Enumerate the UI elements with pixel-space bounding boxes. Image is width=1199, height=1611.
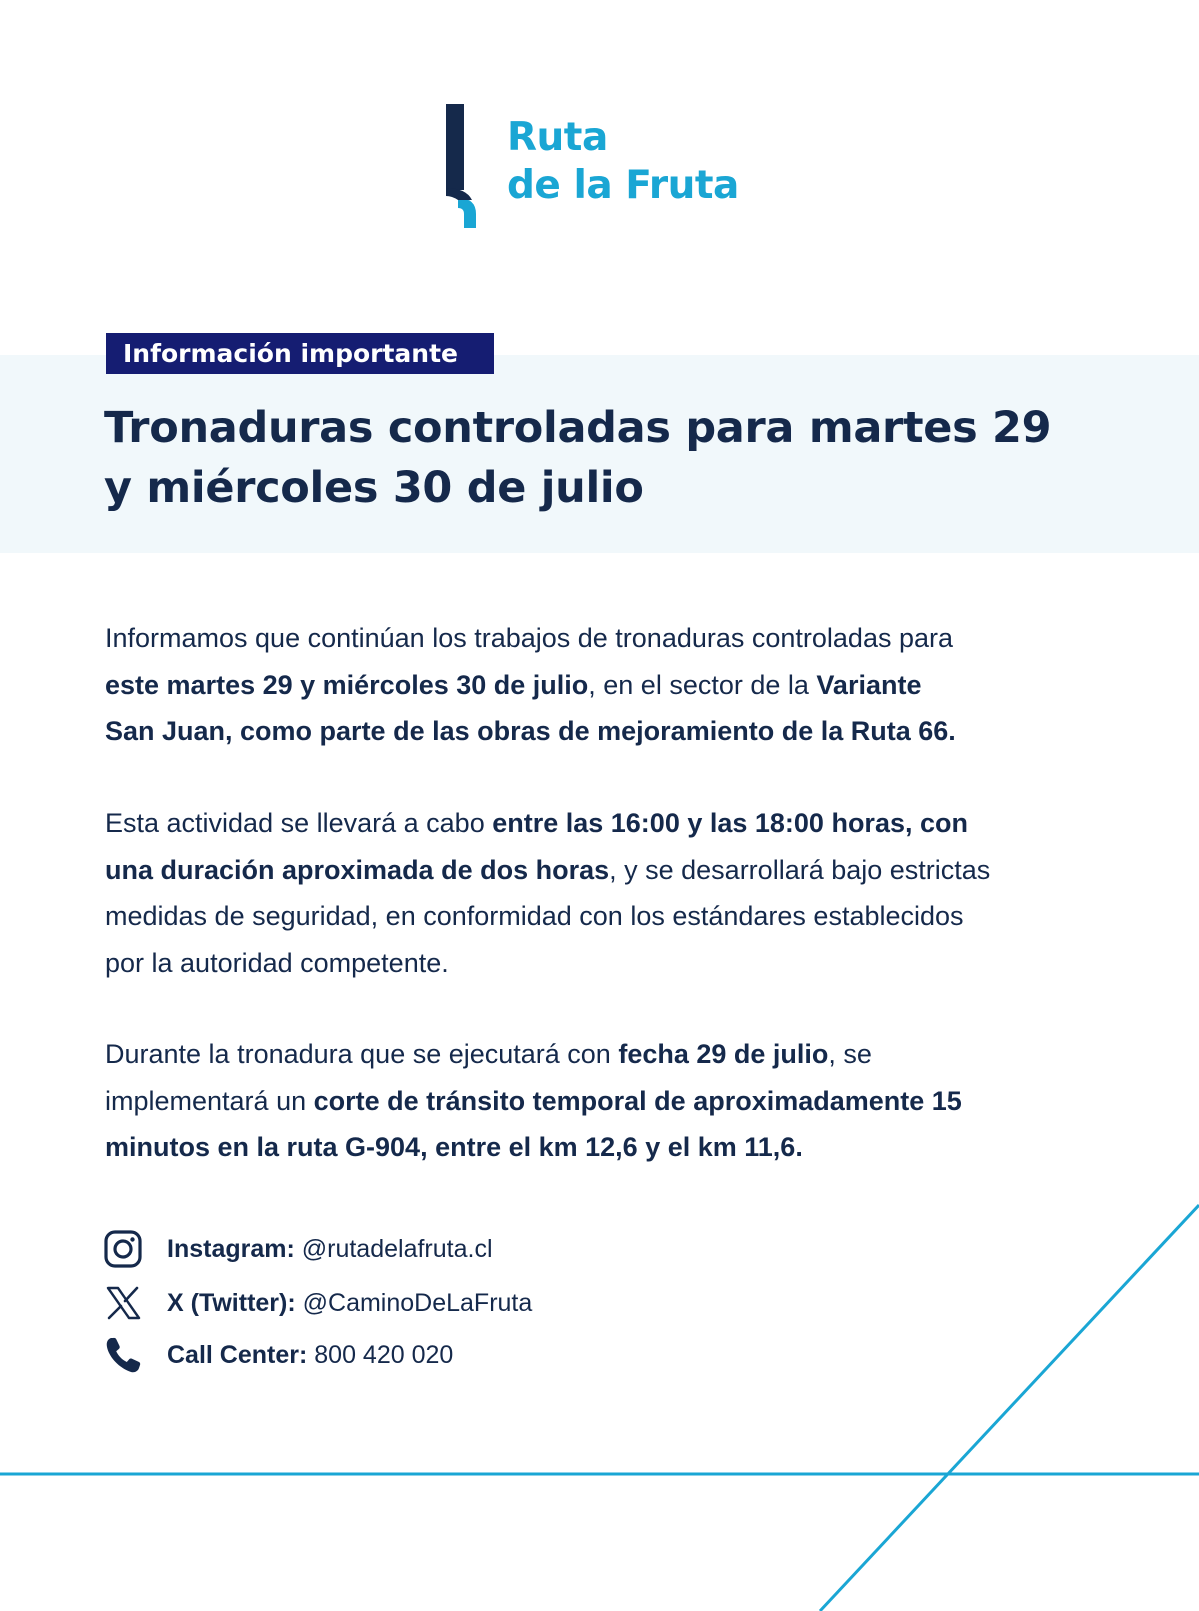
paragraph-1-line-1 [105, 615, 1125, 662]
paragraph-2-line-2 [105, 847, 1125, 894]
contact-instagram-text [167, 1227, 493, 1271]
contact-instagram[interactable] [103, 1227, 803, 1273]
paragraph-1-line-2 [105, 662, 1125, 709]
paragraph-3-line-3 [105, 1124, 1125, 1171]
text-span: implementará un [105, 1085, 314, 1116]
contact-twitter-text [167, 1281, 532, 1325]
text-span: por la autoridad competente. [105, 947, 449, 978]
paragraph-2-line-4 [105, 940, 1125, 987]
text-span: medidas de seguridad, en conformidad con los estándares establecidos [105, 901, 964, 931]
section-tag: Información importante [106, 333, 494, 374]
contact-value[interactable]: 800 420 020 [307, 1341, 454, 1369]
text-span: , se [828, 1039, 872, 1069]
bold-text: corte de tránsito temporal de aproximadamente 15 [313, 1085, 962, 1116]
x-twitter-icon [103, 1281, 143, 1325]
text-span: Esta actividad se llevará a cabo [105, 808, 493, 838]
decorative-diagonal-line [820, 1205, 1199, 1611]
contact-value[interactable]: @CaminoDeLaFruta [295, 1289, 533, 1317]
contact-twitter[interactable] [103, 1281, 803, 1327]
bold-text: este martes 29 y miércoles 30 de julio [105, 669, 589, 700]
text-span: Durante la tronadura que se ejecutará con [105, 1039, 619, 1069]
paragraph-1 [105, 615, 1125, 755]
contact-label: Instagram: [167, 1235, 295, 1263]
text-span: Informamos que continúan los trabajos de tronaduras controladas para [105, 623, 954, 653]
logo-wordmark [507, 114, 739, 210]
paragraph-3-line-1 [105, 1031, 1125, 1078]
bold-text: fecha 29 de julio [618, 1039, 829, 1069]
contact-value[interactable]: @rutadelafruta.cl [294, 1235, 493, 1263]
page-title [104, 398, 1104, 518]
paragraph-2-line-3 [105, 893, 1125, 940]
logo-mark-icon [446, 104, 486, 228]
bold-text: minutos en la ruta G-904, entre el km 12,6 y el km 11,6. [105, 1132, 803, 1162]
bold-text: San Juan, como parte de las obras de mejoramiento de la Ruta 66. [105, 716, 956, 746]
paragraph-3-line-2 [105, 1078, 1125, 1125]
text-span: , y se desarrollará bajo estrictas [609, 854, 991, 885]
title-line-2: y miércoles 30 de julio [104, 463, 644, 513]
bold-text: entre las 16:00 y las 18:00 horas, con [492, 808, 968, 838]
contact-call-center-text [167, 1333, 453, 1377]
contact-label: X (Twitter): [167, 1289, 296, 1317]
contact-call-center[interactable] [103, 1333, 803, 1379]
contact-label: Call Center: [167, 1341, 308, 1369]
bold-text: Variante [816, 669, 922, 700]
brand-logo [446, 104, 756, 228]
phone-icon [103, 1333, 143, 1377]
paragraph-2 [105, 800, 1125, 986]
title-line-1: Tronaduras controladas para martes 29 [104, 403, 1052, 453]
bold-text: una duración aproximada de dos horas [105, 854, 610, 885]
logo-line-2: de la Fruta [507, 163, 739, 208]
paragraph-2-line-1 [105, 800, 1125, 847]
paragraph-1-line-3 [105, 708, 1125, 755]
instagram-icon [103, 1227, 143, 1271]
logo-line-1: Ruta [507, 115, 608, 160]
paragraph-3 [105, 1031, 1125, 1171]
text-span: , en el sector de la [588, 669, 817, 700]
